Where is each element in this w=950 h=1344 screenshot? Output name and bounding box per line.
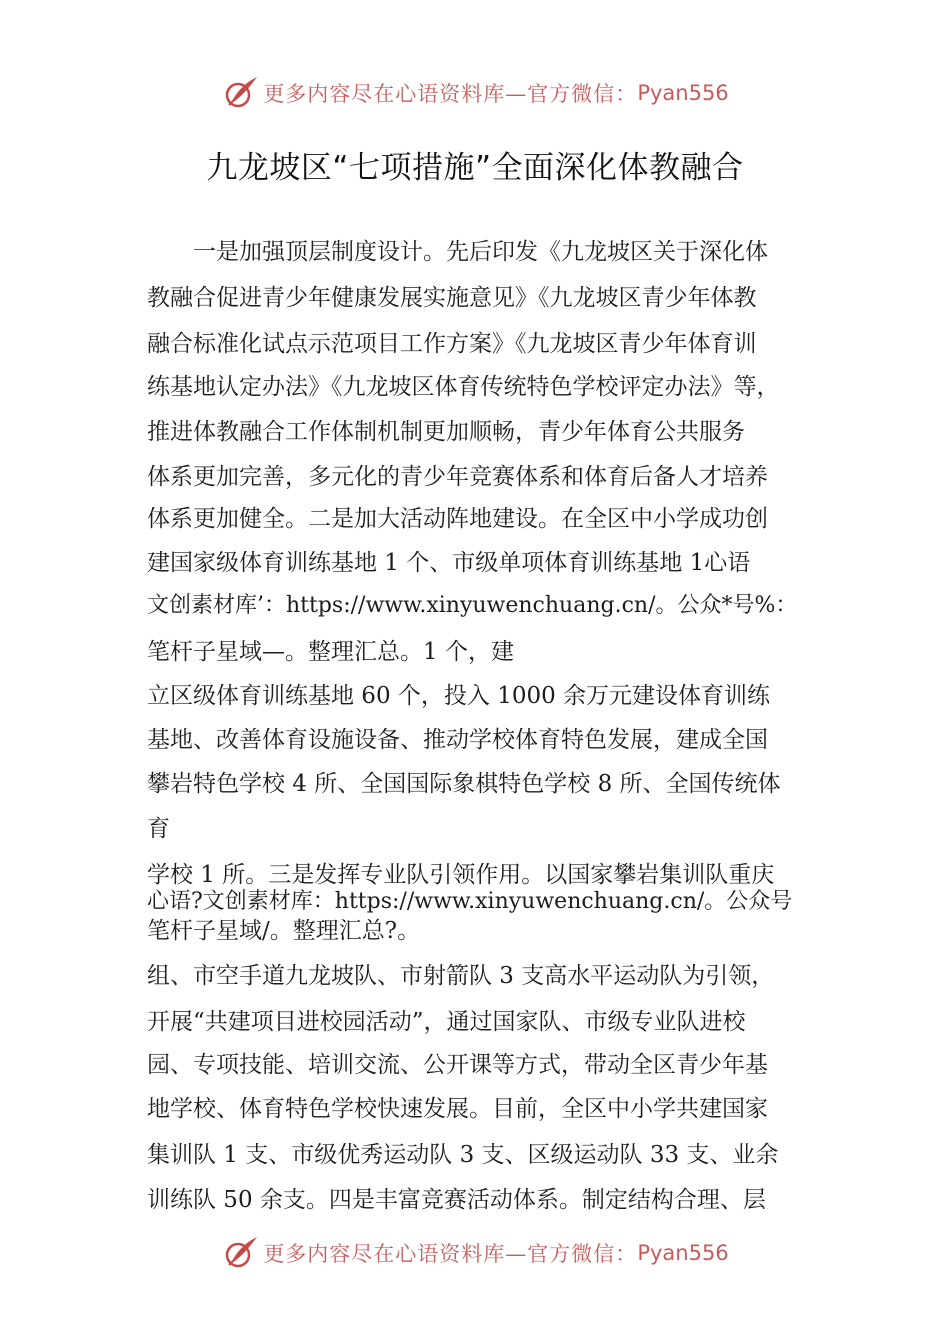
header-watermark-banner — [0, 68, 950, 118]
text-line: 园、专项技能、培训交流、公开课等方式，带动全区青少年基 — [147, 1052, 768, 1078]
text-line: 文创素材库’：https://www.xinyuwenchuang.cn/。公众*号%： — [147, 593, 798, 618]
text-line: 一是加强顶层制度设计。先后印发《九龙坡区关于深化体 — [147, 239, 768, 265]
text-line: 组、市空手道九龙坡队、市射箭队 3 支高水平运动队为引领， — [147, 963, 775, 989]
text-line: 集训队 1 支、市级优秀运动队 3 支、区级运动队 33 支、业余 — [147, 1142, 779, 1168]
text-line: 训练队 50 余支。四是丰富竞赛活动体系。制定结构合理、层 — [147, 1187, 766, 1213]
text-line: 教融合促进青少年健康发展实施意见》《九龙坡区青少年体教 — [147, 285, 757, 311]
quill-logo-icon — [221, 1233, 261, 1273]
text-line: 体系更加健全。二是加大活动阵地建设。在全区中小学成功创 — [147, 506, 768, 532]
banner-text: 更多内容尽在心语资料库—官方微信： — [263, 82, 638, 106]
text-line: 建国家级体育训练基地 1 个、市级单项体育训练基地 1心语 — [147, 550, 751, 576]
text-line: 融合标准化试点示范项目工作方案》《九龙坡区青少年体育训 — [147, 331, 757, 357]
text-line: 地学校、体育特色学校快速发展。目前，全区中小学共建国家 — [147, 1096, 768, 1122]
banner-wechat-id: Pyan556 — [637, 81, 729, 105]
document-title: 九龙坡区“七项措施”全面深化体教融合 — [206, 150, 744, 186]
text-line: 育 — [147, 816, 170, 842]
text-line: 推进体教融合工作体制机制更加顺畅，青少年体育公共服务 — [147, 419, 745, 445]
text-line: 开展“共建项目进校园活动”，通过国家队、市级专业队进校 — [147, 1009, 746, 1035]
text-line: 学校 1 所。三是发挥专业队引领作用。以国家攀岩集训队重庆 — [147, 862, 775, 888]
text-line: 笔杆子星域—。整理汇总。1 个，建 — [147, 639, 514, 665]
text-line: 笔杆子星域/。整理汇总?。 — [147, 918, 421, 944]
text-line: 体系更加完善，多元化的青少年竞赛体系和体育后备人才培养 — [147, 464, 768, 490]
text-line: 立区级体育训练基地 60 个，投入 1000 余万元建设体育训练 — [147, 683, 771, 709]
banner-wechat-id: Pyan556 — [637, 1241, 729, 1265]
text-line: 练基地认定办法》《九龙坡区体育传统特色学校评定办法》等， — [147, 374, 780, 400]
banner-text: 更多内容尽在心语资料库—官方微信： — [263, 1242, 638, 1266]
footer-watermark-banner — [0, 1228, 950, 1278]
text-line: 基地、改善体育设施设备、推动学校体育特色发展，建成全国 — [147, 727, 768, 753]
text-line: 攀岩特色学校 4 所、全国国际象棋特色学校 8 所、全国传统体 — [147, 771, 781, 797]
text-line: 心语?文创素材库：https://www.xinyuwenchuang.cn/。公众号 — [147, 889, 793, 914]
quill-logo-icon — [221, 73, 261, 113]
